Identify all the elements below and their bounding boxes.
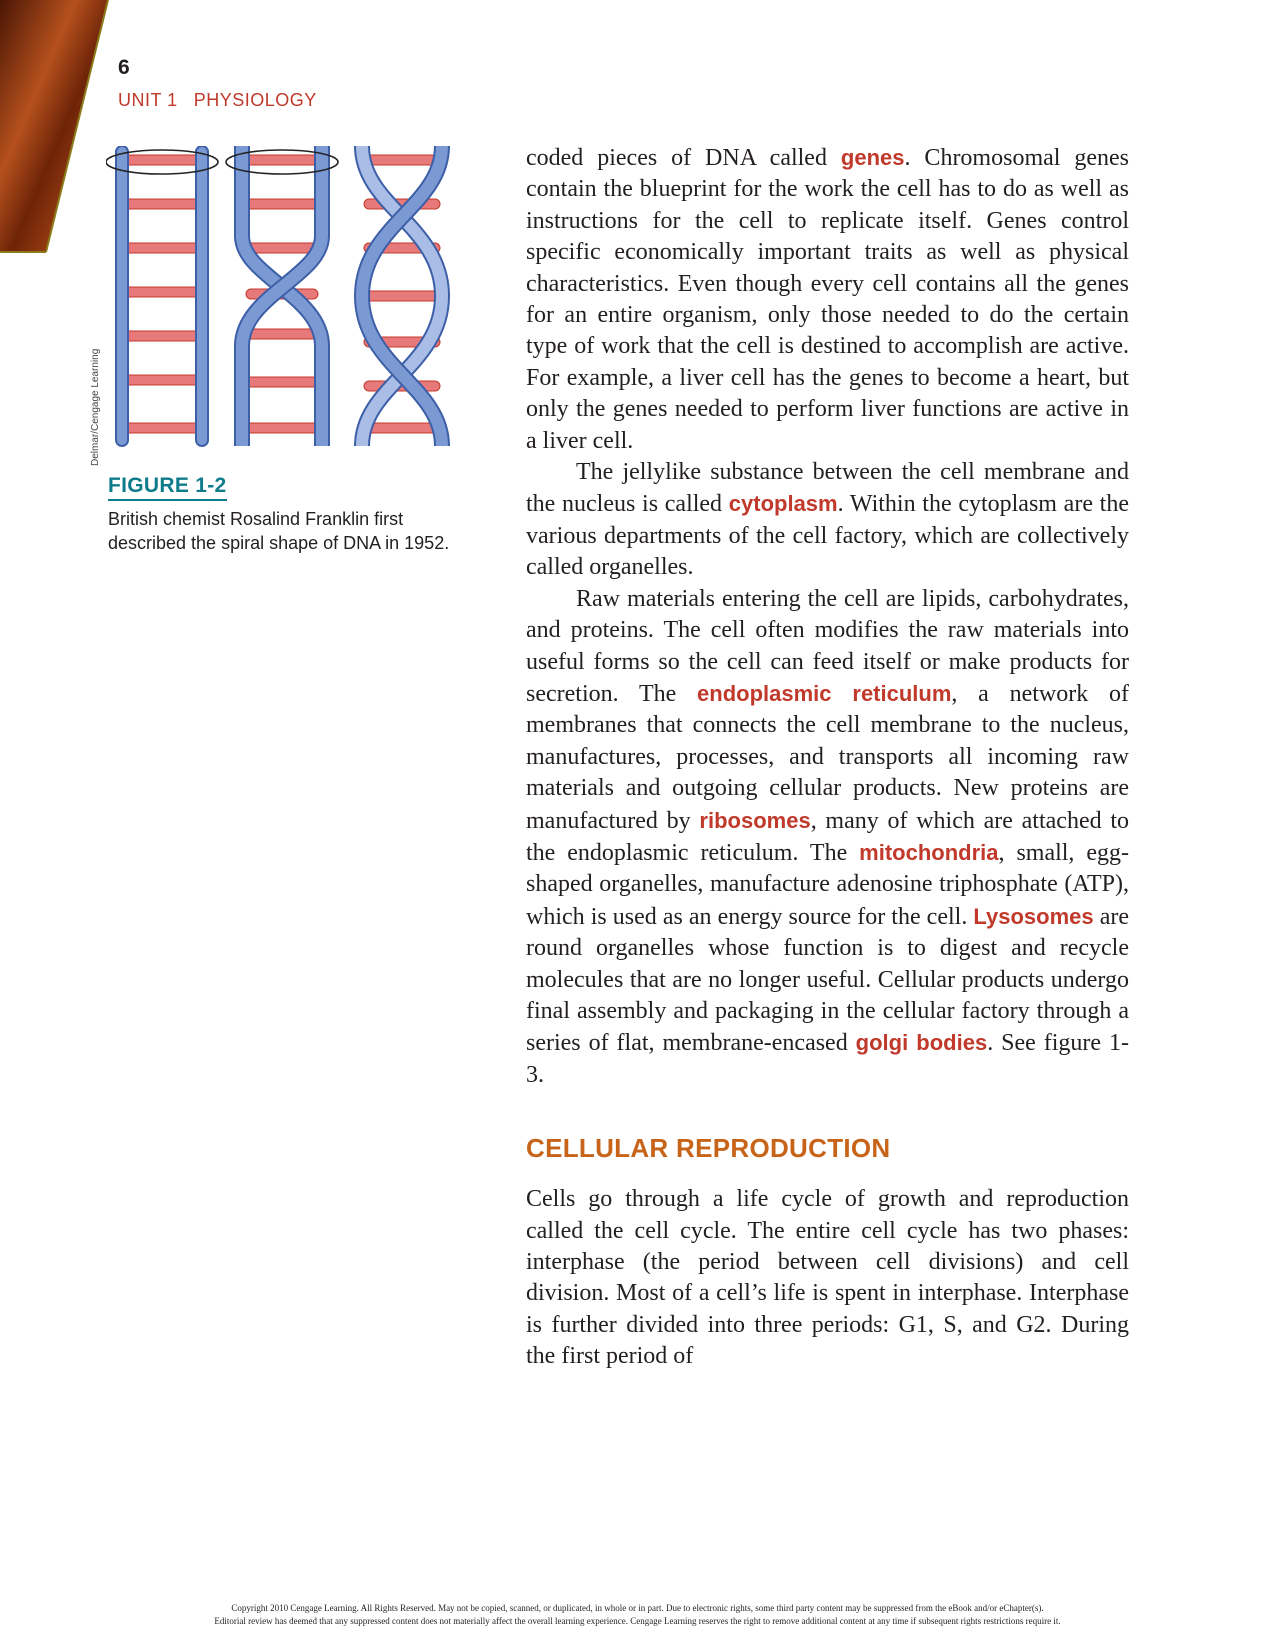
section-heading: CELLULAR REPRODUCTION <box>526 1133 891 1164</box>
key-term: genes <box>840 145 905 170</box>
text-run: coded pieces of DNA called <box>526 145 841 171</box>
dna-rung <box>246 155 318 165</box>
dna-rung <box>364 155 440 165</box>
text-run: , small, egg-shaped organelles, manufacture adenosine triphosphate (ATP), which is used as an energy source for the cell. <box>526 839 1130 930</box>
body-text-column <box>526 142 1129 1373</box>
text-run: Raw materials entering the cell are lipids, carbohydrates, and proteins. The cell often modifies the raw materials into useful forms so the cell can feed itself or make products for secretion. The <box>526 585 1129 707</box>
key-term: golgi bodies <box>855 1030 988 1056</box>
key-term: cytoplasm <box>728 491 838 517</box>
text-run: The jellylike substance between the cell membrane and the nucleus is called <box>526 459 1129 518</box>
text-run: . See figure 1-3. <box>526 1030 1130 1088</box>
copyright-line: Editorial review has deemed that any suppressed content does not materially affect the overall learning experience. Cengage Learning reserves the right to remove additional content at any time if subsequent rights restrictions require it. <box>214 1616 1061 1626</box>
dna-rung <box>246 243 318 253</box>
paragraph <box>526 1184 1129 1372</box>
dna-rung <box>364 423 440 433</box>
dna-rung <box>122 287 202 297</box>
text-run: , a network of membranes that connects the cell membrane to the nucleus, manufactures, processes, and transports all incoming raw materials and outgoing cellular products. New proteins are manufactured by <box>526 680 1129 834</box>
section-label: PHYSIOLOGY <box>193 90 317 110</box>
unit-label: UNIT 1 <box>118 90 178 110</box>
dna-rung <box>122 375 202 385</box>
figure-label: FIGURE 1-2 <box>108 474 227 501</box>
paragraph <box>526 584 1129 1092</box>
copyright-footer <box>0 1602 1275 1628</box>
dna-rung <box>122 331 202 341</box>
dna-rung <box>122 155 202 165</box>
figure-caption: British chemist Rosalind Franklin first described the spiral shape of DNA in 1952. <box>108 509 450 553</box>
dna-rung <box>364 291 440 301</box>
image-credit: Delmar/Cengage Learning <box>90 348 101 466</box>
text-run: Cells go through a life cycle of growth and reproduction called the cell cycle. The entire cell cycle has two phases: interphase (the period between cell divisions) and cell division. Most of a cell’s life is spent in interphase. Interphase is further divided into three periods: G1, S, and G2. During the first period of <box>526 1186 1129 1370</box>
text-run: . Chromosomal genes contain the blueprint for the work the cell has to do as well as instructions for the cell to replicate itself. Genes control specific economically important traits as well as physical characteristics. Even though every cell contains all the genes for an entire organism, only those needed to do the certain type of work that the cell is destined to accomplish are active. For example, a liver cell has the genes to become a heart, but only the genes needed to perform liver functions are active in a liver cell. <box>526 145 1130 454</box>
dna-rung <box>246 329 318 339</box>
dna-illustration <box>106 146 476 474</box>
key-term: mitochondria <box>859 839 999 865</box>
paragraph <box>526 457 1129 584</box>
key-term: Lysosomes <box>973 903 1094 929</box>
dna-rung <box>246 199 318 209</box>
paragraph <box>526 142 1129 457</box>
copyright-line: Copyright 2010 Cengage Learning. All Rights Reserved. May not be copied, scanned, or duplicated, in whole or in part. Due to electronic rights, some third party content may be suppressed from the eBook and/or eChapter(s). <box>231 1603 1044 1613</box>
dna-rung <box>122 199 202 209</box>
decorative-corner <box>0 0 120 260</box>
running-header <box>118 90 317 111</box>
text-run: . Within the cytoplasm are the various departments of the cell factory, which are collectively called organelles. <box>526 491 1129 581</box>
page-number: 6 <box>118 56 130 79</box>
text-run: are round organelles whose function is to digest and recycle molecules that are no longer useful. Cellular products undergo final assembly and packaging in the cellular factory through a series of flat, membrane-encased <box>526 903 1130 1057</box>
key-term: endoplasmic reticulum <box>697 680 952 706</box>
text-run: , many of which are attached to the endoplasmic reticulum. The <box>526 807 1130 866</box>
dna-rung <box>246 377 318 387</box>
dna-rung <box>246 423 318 433</box>
dna-rung <box>122 243 202 253</box>
key-term: ribosomes <box>699 807 811 833</box>
dna-rung <box>122 423 202 433</box>
